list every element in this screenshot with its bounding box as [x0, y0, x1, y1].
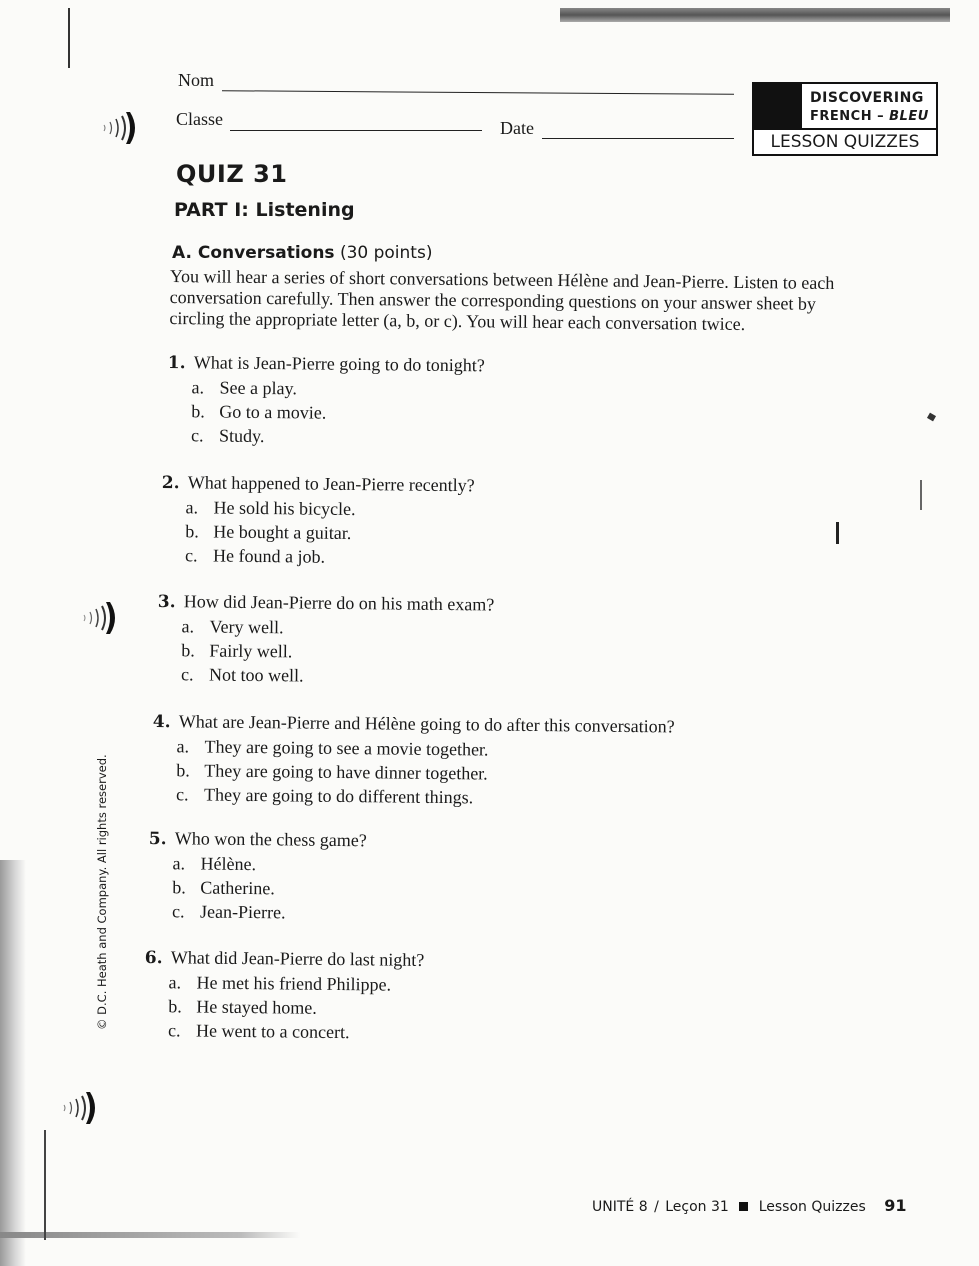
option-letter: c.: [191, 425, 204, 446]
question-text: What is Jean-Pierre going to do tonight?: [193, 352, 485, 376]
option-text: He met his friend Philippe.: [196, 972, 392, 995]
quiz-title: QUIZ 31: [176, 160, 288, 188]
footer-separator: /: [654, 1199, 659, 1215]
option-letter: c.: [172, 901, 185, 922]
question-text: How did Jean-Pierre do on his math exam?: [183, 591, 495, 615]
scan-edge-left: [0, 860, 26, 1266]
option-text: Go to a movie.: [219, 401, 327, 423]
option-text: He stayed home.: [196, 996, 317, 1018]
footer-section: Lesson Quizzes: [758, 1199, 866, 1215]
option-text: They are going to do different things.: [204, 784, 474, 808]
stray-mark: [836, 522, 839, 544]
question-text: What did Jean-Pierre do last night?: [170, 947, 425, 970]
classe-field[interactable]: [230, 130, 482, 131]
nom-label: Nom: [178, 70, 214, 90]
option-text: Study.: [219, 425, 265, 447]
page-footer: [592, 1196, 906, 1215]
option-text: Catherine.: [200, 877, 275, 899]
question-1: [167, 350, 485, 450]
option-letter: c.: [185, 545, 198, 566]
option-text: Jean-Pierre.: [200, 901, 286, 923]
question-text: Who won the chess game?: [174, 828, 367, 851]
option-text: He found a job.: [213, 545, 326, 567]
question-3: [157, 589, 494, 690]
copyright: © D.C. Heath and Company. All rights reserved.: [95, 754, 109, 1030]
stray-mark: [927, 413, 936, 422]
option-letter: a.: [181, 616, 195, 637]
option-b[interactable]: [157, 638, 494, 666]
logo-line2: [810, 109, 929, 124]
option-c[interactable]: [148, 899, 366, 925]
option-letter: a.: [172, 853, 186, 874]
option-c[interactable]: [144, 1018, 424, 1045]
option-letter: b.: [172, 877, 186, 898]
option-letter: c.: [176, 784, 189, 805]
section-title-bold: A. Conversations: [172, 243, 335, 263]
option-text: See a play.: [219, 377, 298, 399]
option-c[interactable]: [152, 782, 674, 811]
logo-french: FRENCH –: [810, 109, 890, 124]
option-c[interactable]: [157, 662, 494, 690]
option-b[interactable]: [148, 875, 366, 901]
date-field[interactable]: [542, 138, 734, 139]
option-a[interactable]: [157, 614, 494, 642]
option-text: He bought a guitar.: [213, 521, 352, 543]
option-letter: b.: [176, 760, 190, 781]
option-letter: a.: [168, 972, 182, 993]
audio-listening-icon: [78, 598, 124, 638]
audio-listening-icon: [100, 108, 144, 148]
option-text: He went to a concert.: [196, 1020, 350, 1043]
option-a[interactable]: [161, 495, 474, 522]
date-label: Date: [500, 118, 534, 138]
logo-mark: [754, 84, 802, 128]
nom-field[interactable]: [222, 90, 734, 95]
option-b[interactable]: [167, 399, 484, 426]
question-number: 6.: [144, 947, 163, 969]
option-a[interactable]: [144, 970, 424, 997]
option-text: He sold his bicycle.: [213, 497, 356, 520]
option-letter: b.: [168, 996, 182, 1017]
question-number: 5.: [148, 828, 167, 850]
stray-mark: [920, 480, 922, 510]
option-text: Hélène.: [200, 853, 257, 875]
option-text: They are going to see a movie together.: [204, 736, 489, 760]
option-letter: c.: [181, 664, 194, 685]
question-number: 2.: [161, 472, 180, 494]
option-letter: a.: [191, 377, 205, 398]
classe-label: Classe: [176, 109, 223, 129]
option-letter: b.: [185, 521, 199, 542]
question-text: What happened to Jean-Pierre recently?: [187, 472, 475, 496]
option-letter: b.: [191, 401, 205, 422]
option-letter: a.: [185, 497, 199, 518]
scan-mark: [68, 8, 70, 68]
footer-lesson: Leçon 31: [665, 1199, 729, 1215]
option-letter: a.: [176, 736, 190, 757]
option-text: They are going to have dinner together.: [204, 760, 488, 784]
option-text: Very well.: [209, 616, 284, 638]
question-number: 4.: [152, 711, 171, 733]
option-a[interactable]: [167, 375, 484, 402]
logo-line1: DISCOVERING: [810, 90, 924, 106]
section-title: [172, 243, 432, 263]
question-2: [161, 470, 475, 570]
option-a[interactable]: [148, 851, 366, 877]
section-points: (30 points): [334, 243, 433, 263]
audio-listening-icon: [58, 1088, 104, 1128]
footer-unit: UNITÉ 8: [592, 1199, 648, 1215]
scan-mark: [44, 1130, 46, 1240]
logo-subtitle: LESSON QUIZZES: [754, 128, 936, 156]
option-text: Not too well.: [209, 664, 304, 686]
instructions: You will hear a series of short conversations between Hélène and Jean-Pierre. Listen to each conversation carefully. Then answer the corresponding questions on your answer sheet by circling the appropriate letter (a, b, or c). You will hear each conversation twice.: [169, 266, 835, 335]
option-letter: c.: [168, 1020, 181, 1041]
question-text: What are Jean-Pierre and Hélène going to do after this conversation?: [178, 711, 675, 737]
option-b[interactable]: [161, 519, 474, 546]
question-number: 3.: [157, 591, 176, 613]
option-b[interactable]: [144, 994, 424, 1021]
option-c[interactable]: [161, 543, 474, 570]
part-title: PART I: Listening: [174, 199, 355, 221]
page-number: 91: [884, 1196, 907, 1215]
question-4: [152, 709, 675, 811]
option-text: Fairly well.: [209, 640, 293, 662]
question-6: [144, 945, 424, 1045]
square-bullet-icon: [739, 1202, 748, 1211]
option-letter: b.: [181, 640, 195, 661]
question-5: [148, 826, 367, 925]
scan-edge-top: [560, 8, 950, 22]
discovering-french-logo: [752, 82, 938, 156]
logo-bleu: BLEU: [889, 109, 929, 124]
question-number: 1.: [167, 352, 186, 374]
option-c[interactable]: [167, 423, 484, 450]
